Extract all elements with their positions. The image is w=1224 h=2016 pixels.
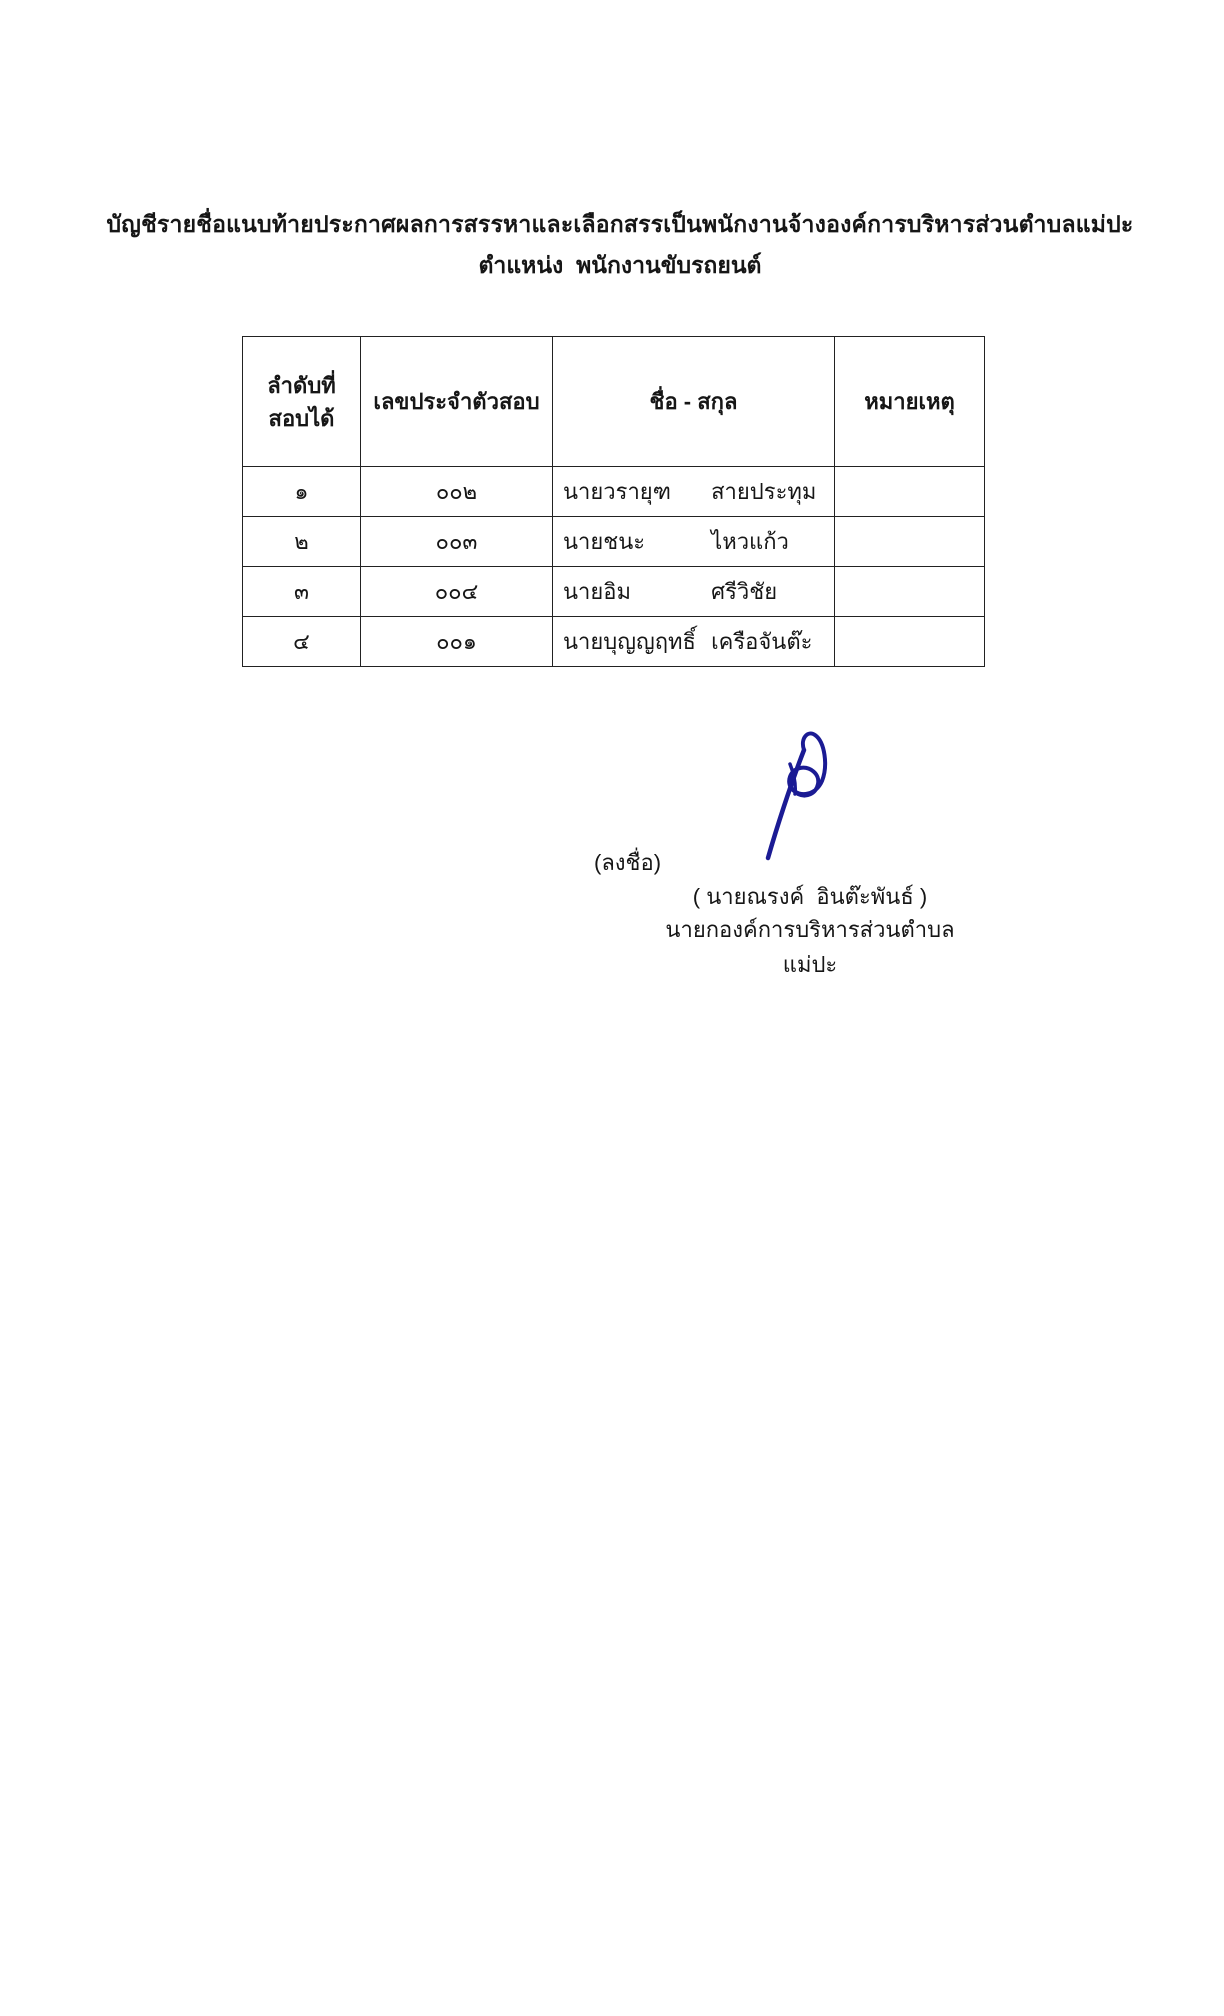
- rank-cell: ๔: [243, 617, 361, 667]
- name-cell: [553, 467, 835, 517]
- table-row: [243, 517, 985, 567]
- table-row: [243, 567, 985, 617]
- results-table: [242, 336, 985, 667]
- document-title-line1: บัญชีรายชื่อแนบท้ายประกาศผลการสรรหาและเลือกสรรเป็นพนักงานจ้างองค์การบริหารส่วนตำบลแม่ปะ: [106, 211, 1134, 237]
- document-title-line2: ตำแหน่ง พนักงานขับรถยนต์: [478, 252, 762, 278]
- table-row: [243, 617, 985, 667]
- remark-cell: [835, 467, 985, 517]
- signer-title: นายกองค์การบริหารส่วนตำบลแม่ปะ: [665, 917, 955, 977]
- remark-cell: [835, 567, 985, 617]
- handwritten-signature-icon: [738, 726, 838, 866]
- table-row: [243, 467, 985, 517]
- header-name: ชื่อ - สกุล: [553, 337, 835, 467]
- exam-id-cell: ๐๐๓: [361, 517, 553, 567]
- first-name: นายบุญญฤทธิ์: [563, 629, 696, 654]
- remark-cell: [835, 517, 985, 567]
- first-name: นายอิม: [563, 579, 631, 604]
- header-exam-id: เลขประจำตัวสอบ: [361, 337, 553, 467]
- exam-id-cell: ๐๐๑: [361, 617, 553, 667]
- rank-cell: ๒: [243, 517, 361, 567]
- table-header-row: [243, 337, 985, 467]
- name-cell: [553, 517, 835, 567]
- last-name: ศรีวิชัย: [711, 579, 778, 604]
- last-name: ไหวแก้ว: [711, 529, 789, 554]
- rank-cell: ๓: [243, 567, 361, 617]
- header-rank-line1: ลำดับที่: [267, 372, 336, 398]
- first-name: นายวรายุฑ: [563, 479, 671, 504]
- exam-id-cell: ๐๐๒: [361, 467, 553, 517]
- header-rank: [243, 337, 361, 467]
- sign-here-label: (ลงชื่อ): [594, 850, 662, 875]
- signer-name: ( นายณรงค์ อินต๊ะพันธ์ ): [692, 884, 928, 909]
- name-cell: [553, 567, 835, 617]
- remark-cell: [835, 617, 985, 667]
- header-rank-line2: สอบได้: [268, 405, 335, 431]
- rank-cell: ๑: [243, 467, 361, 517]
- last-name: สายประทุม: [711, 479, 817, 504]
- name-cell: [553, 617, 835, 667]
- last-name: เครือจันต๊ะ: [711, 629, 813, 654]
- header-remark: หมายเหตุ: [835, 337, 985, 467]
- exam-id-cell: ๐๐๔: [361, 567, 553, 617]
- first-name: นายชนะ: [563, 529, 646, 554]
